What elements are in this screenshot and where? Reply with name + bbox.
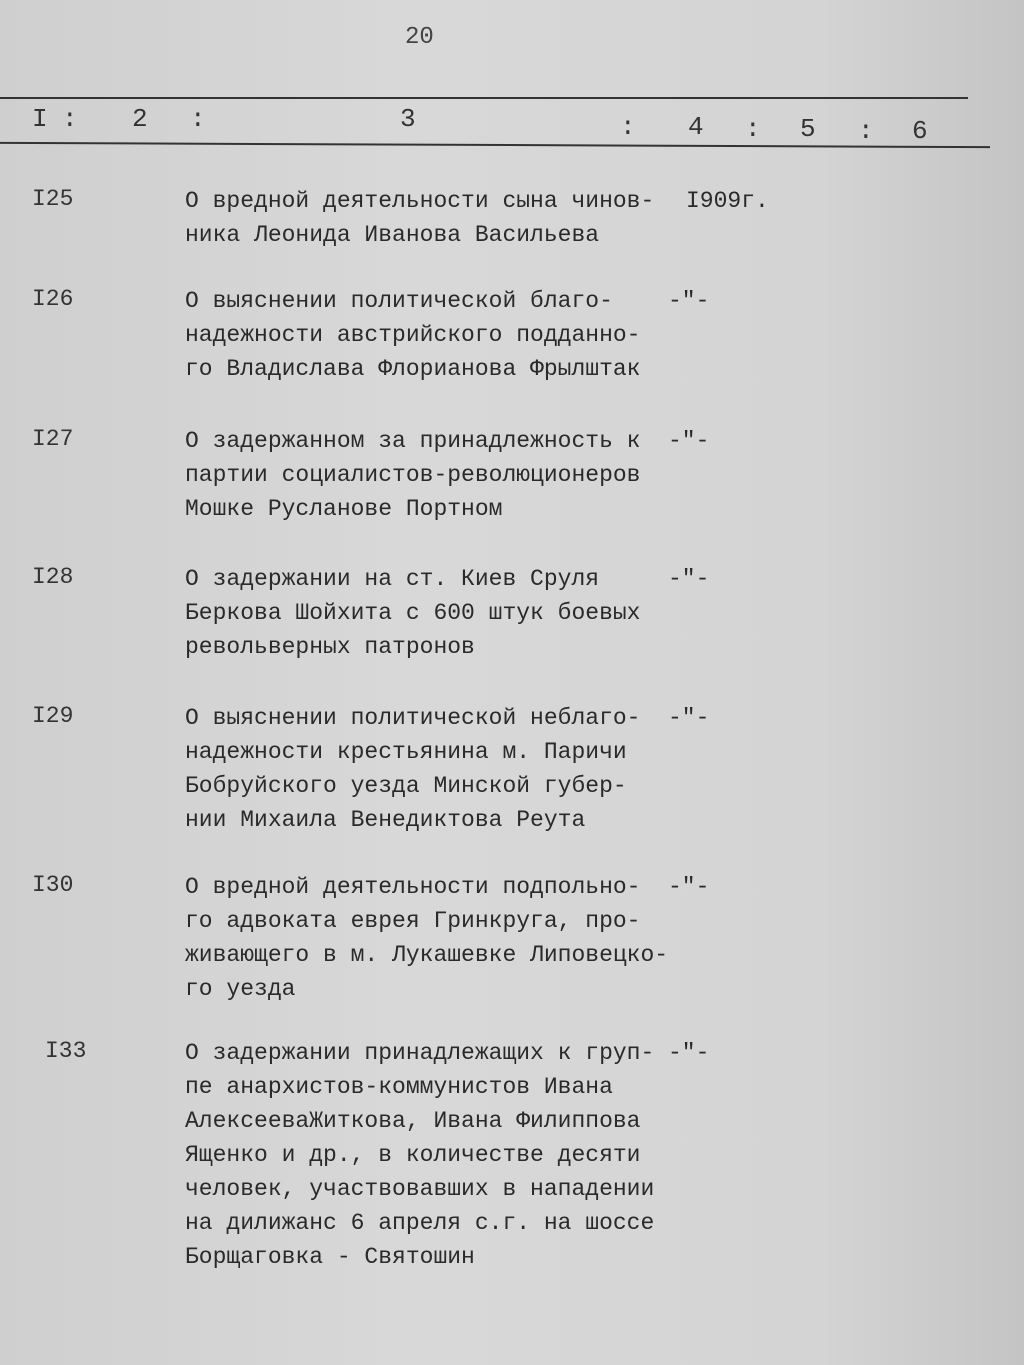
col-sep: : [620,112,636,142]
header-top-rule [0,97,968,99]
entry-title [185,184,654,252]
entry-line: Беркова Шойхита с 600 штук боевых [185,600,641,626]
entry-title [185,284,640,386]
entry-date: -"- [668,1040,710,1066]
entry-date: I909г. [686,188,769,214]
col-sep: : [62,104,78,134]
entry-date: -"- [668,428,710,454]
header-bottom-rule [0,142,990,148]
entry-line: партии социалистов-революционеров [185,462,641,488]
entry-number: I26 [32,286,74,312]
entry-line: АлексееваЖиткова, Ивана Филиппова [185,1108,641,1134]
entry-line: надежности крестьянина м. Паричи [185,739,627,765]
col-header-6: 6 [912,116,928,146]
entry-line: надежности австрийского подданно- [185,322,641,348]
entry-line: Ященко и др., в количестве десяти [185,1142,641,1168]
entry-date: -"- [668,705,710,731]
page-number: 20 [405,24,434,51]
entry-date: -"- [668,874,710,900]
entry-date: -"- [668,288,710,314]
col-header-5: 5 [800,114,816,144]
col-header-1: I [32,104,48,134]
entry-number: I30 [32,872,74,898]
col-header-3: 3 [400,104,416,134]
entry-date: -"- [668,566,710,592]
entry-title [185,562,640,664]
entry-number: I25 [32,186,74,212]
col-header-2: 2 [132,104,148,134]
entry-number: I33 [45,1038,87,1064]
entry-line: револьверных патронов [185,634,475,660]
entry-line: нии Михаила Венедиктова Реута [185,807,586,833]
col-sep: : [190,104,206,134]
entry-number: I29 [32,703,74,729]
entry-title [185,870,668,1006]
entry-line: О задержанном за принадлежность к [185,428,641,454]
entry-title [185,701,640,837]
entry-line: Бобруйского уезда Минской губер- [185,773,627,799]
entry-line: О выяснении политической неблаго- [185,705,641,731]
entry-number: I28 [32,564,74,590]
entry-line: О выяснении политической благо- [185,288,613,314]
entry-line: го уезда [185,976,296,1002]
entry-line: го адвоката еврея Гринкруга, про- [185,908,641,934]
entry-line: пе анархистов-коммунистов Ивана [185,1074,613,1100]
entry-title [185,424,640,526]
entry-line: О вредной деятельности сына чинов- [185,188,655,214]
entry-line: О вредной деятельности подпольно- [185,874,641,900]
entry-line: Борщаговка - Святошин [185,1244,475,1270]
entry-line: ника Леонида Иванова Васильева [185,222,600,248]
entry-number: I27 [32,426,74,452]
entry-line: живающего в м. Лукашевке Липовецко- [185,942,669,968]
entry-title [185,1036,654,1274]
entry-line: го Владислава Флорианова Фрылштак [185,356,641,382]
col-sep: : [858,116,874,146]
col-header-4: 4 [688,112,704,142]
entry-line: человек, участвовавших в нападении [185,1176,655,1202]
col-sep: : [745,114,761,144]
entry-line: Мошке Русланове Портном [185,496,503,522]
entry-line: О задержании на ст. Киев Сруля [185,566,600,592]
entry-line: О задержании принадлежащих к груп- [185,1040,655,1066]
entry-line: на дилижанс 6 апреля с.г. на шоссе [185,1210,655,1236]
